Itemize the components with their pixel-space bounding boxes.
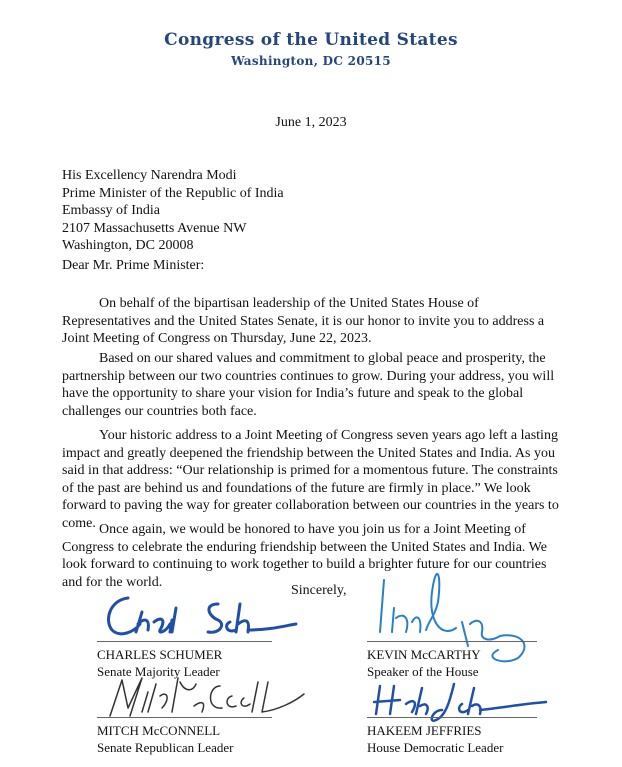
signatory-name: MITCH McCONNELL [97, 723, 221, 738]
body-paragraph: On behalf of the bipartisan leadership of the United States House of Representatives and the United States Senate, it is our honor to invite you to address a Joint Meeting of Congress on Thursday, June 22, 2023. [62, 296, 545, 346]
recipient-address [62, 167, 284, 255]
signatory-title: Senate Majority Leader [97, 664, 220, 679]
signature-line [367, 641, 537, 642]
signatory-name: KEVIN McCARTHY [367, 647, 481, 662]
signature-line [97, 717, 272, 718]
signatory-title: Speaker of the House [367, 664, 479, 679]
recipient-organization: Embassy of India [62, 203, 160, 218]
signatory-mccarthy [367, 646, 481, 680]
body-paragraph: Based on our shared values and commitment to global peace and prosperity, the partnership between our two countries continues to grow. During your address, you will have the opportunity to share your vision for India’s future and speak to the global challenges our countries both face. [62, 351, 555, 419]
signature-line [97, 641, 272, 642]
signature-stroke [109, 598, 296, 634]
body-paragraph: Your historic address to a Joint Meeting of Congress seven years ago left a lasting impact and greatly deepened the friendship between the United States and India. As you said in that address: “Our relationship is primed for a momentous future. The constraints of the past are behind us and foundations of the future are firmly in place.” We look forward to paving the way for greater collaboration between our countries in the years to come. [62, 428, 559, 531]
signature-stroke [374, 684, 546, 721]
signatory-title: Senate Republican Leader [97, 740, 234, 755]
signatory-schumer [97, 646, 222, 680]
recipient-name: His Excellency Narendra Modi [62, 168, 237, 183]
signatory-jeffries [367, 722, 503, 756]
jeffries-signature [370, 680, 550, 728]
letterhead [0, 30, 622, 68]
letterhead-title: Congress of the United States [164, 30, 458, 50]
closing: Sincerely, [291, 583, 347, 598]
body-paragraph: Once again, we would be honored to have you join us for a Joint Meeting of Congress to celebrate the enduring friendship between the United States and India. We look forward to continuing to work together to build a brighter future for our countries and for the world. [62, 522, 547, 590]
signatory-name: CHARLES SCHUMER [97, 647, 223, 662]
signature-stroke [110, 678, 304, 716]
signatory-title: House Democratic Leader [367, 740, 504, 755]
signatory-name: HAKEEM JEFFRIES [367, 723, 482, 738]
letterhead-address: Washington, DC 20515 [231, 54, 391, 68]
salutation: Dear Mr. Prime Minister: [62, 258, 205, 273]
schumer-signature [100, 590, 300, 640]
recipient-city: Washington, DC 20008 [62, 238, 194, 253]
recipient-title: Prime Minister of the Republic of India [62, 185, 284, 201]
letter-date: June 1, 2023 [275, 115, 347, 130]
recipient-street: 2107 Massachusetts Avenue NW [62, 220, 247, 236]
signatory-mcconnell [97, 722, 233, 756]
signature-line [367, 717, 537, 718]
